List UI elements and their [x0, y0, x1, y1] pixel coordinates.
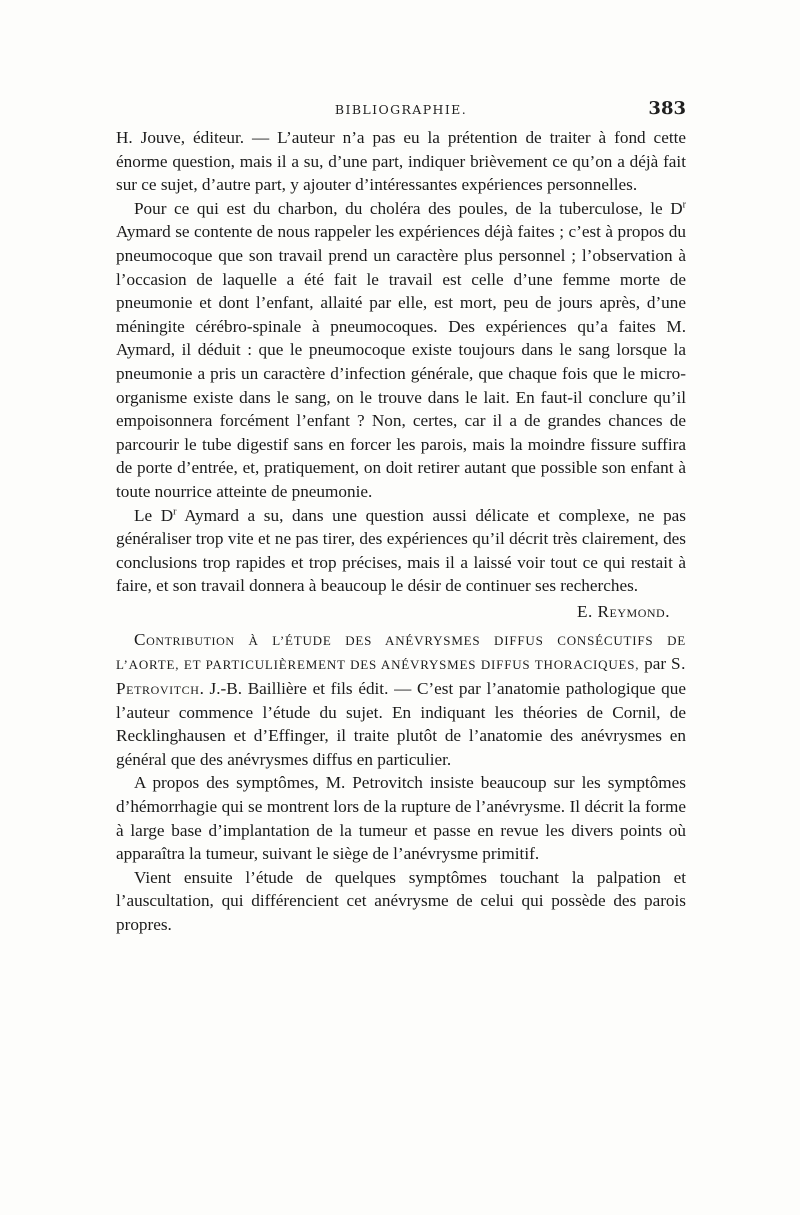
running-title: BIBLIOGRAPHIE. — [334, 102, 468, 117]
review2-heading-title: Contribution — [134, 629, 235, 649]
review2-author: S. Petrovitch — [116, 654, 686, 699]
review2-publisher: . J.-B. Baillière et fils édit. — [199, 679, 389, 699]
review1-paragraph-3 — [116, 504, 686, 598]
review2-paragraph-1 — [116, 628, 686, 772]
review1-paragraph-3-sup: r — [173, 505, 177, 517]
signature-line — [116, 598, 686, 628]
running-head — [116, 98, 686, 122]
review2-heading-subtitle: À L’ÉTUDE DES ANÉVRYSMES DIFFUS CONSÉCUTIFS DE L’AORTE, ET PARTICULIÈREMENT DES ANÉVRYSMES DIFFUS THORACIQUES, — [116, 632, 686, 673]
review1-paragraph-2-end: Aymard se contente de nous rappeler les expériences déjà faites ; c’est à propos du pneumocoque que son travail prend un caractère plus personnel ; l’observation à l’occasion de laquelle a été fait le travail est celle d’une femme morte de pneumonie et dont l’enfant, allaité par elle, est mort, peu de jours après, d’une méningite cérébro-spinale à pneumocoques. Des expériences qu’a faites M. Aymard, il déduit : que le pneumocoque existe toujours dans le sang lorsque la pneumonie a pris un caractère d’infection générale, que chaque fois que le micro-organisme existe dans le sang, on le trouve dans le lait. En faut-il conclure qu’il empoisonnera forcément l’enfant ? Non, certes, car il a de grandes chances de parcourir le tube digestif sans en forcer les parois, mais la moindre fissure suffira de porte d’entrée, et, pratiquement, on doit retirer autant que possible son enfant à toute nourrice atteinte de pneumonie. — [116, 222, 686, 501]
review1-paragraph-1: H. Jouve, éditeur. — L’auteur n’a pas eu la prétention de traiter à fond cette énorme question, mais il a su, d’une part, indiquer brièvement ce qu’on a déjà fait sur ce sujet, d’autre part, y ajouter d’intéressantes expériences personnelles. — [116, 128, 686, 195]
review1-paragraph-2-sup: r — [682, 199, 686, 211]
page-number: 383 — [648, 98, 686, 119]
review1-paragraph-3-start: Le D — [134, 505, 174, 525]
review1-paragraph-2-start: Pour ce qui est du charbon, du choléra des poules, de la tuberculose, le D — [134, 198, 683, 218]
review2-paragraph-3: Vient ensuite l’étude de quelques symptômes touchant la palpation et l’auscultation, qui différencient cet anévrysme de celui qui possède des parois propres. — [116, 867, 686, 934]
review2-heading-par: par — [639, 654, 671, 674]
review1-signature: E. Reymond. — [576, 601, 670, 621]
review2-paragraph-2: A propos des symptômes, M. Petrovitch insiste beaucoup sur les symptômes d’hémorrhagie qui se montrent lors de la rupture de l’anévrysme. Il décrit la forme à large base d’implantation de la tumeur et passe en revue les divers points où apparaîtra la tumeur, suivant le siège de l’anévrysme primitif. — [116, 773, 686, 864]
review1-paragraph-3-end: Aymard a su, dans une question aussi délicate et complexe, ne pas généraliser trop vite et ne pas tirer, des expériences qu’il décrit très clairement, des conclusions trop rapides et trop précises, mais il a laissé voir tout ce qui restait à faire, et son travail donnera à beaucoup le désir de continuer ses recherches. — [116, 505, 686, 596]
review2-paragraph-1-text: — C’est par l’anatomie pathologique que l’auteur commence l’étude du sujet. En indiquant les théories de Cornil, de Recklinghausen et d’Effinger, il traite plutôt de l’anatomie des anévrysmes en général que des anévrysmes diffus en particulier. — [116, 679, 686, 769]
review1-paragraph-2 — [116, 197, 686, 504]
body-text — [116, 126, 686, 937]
